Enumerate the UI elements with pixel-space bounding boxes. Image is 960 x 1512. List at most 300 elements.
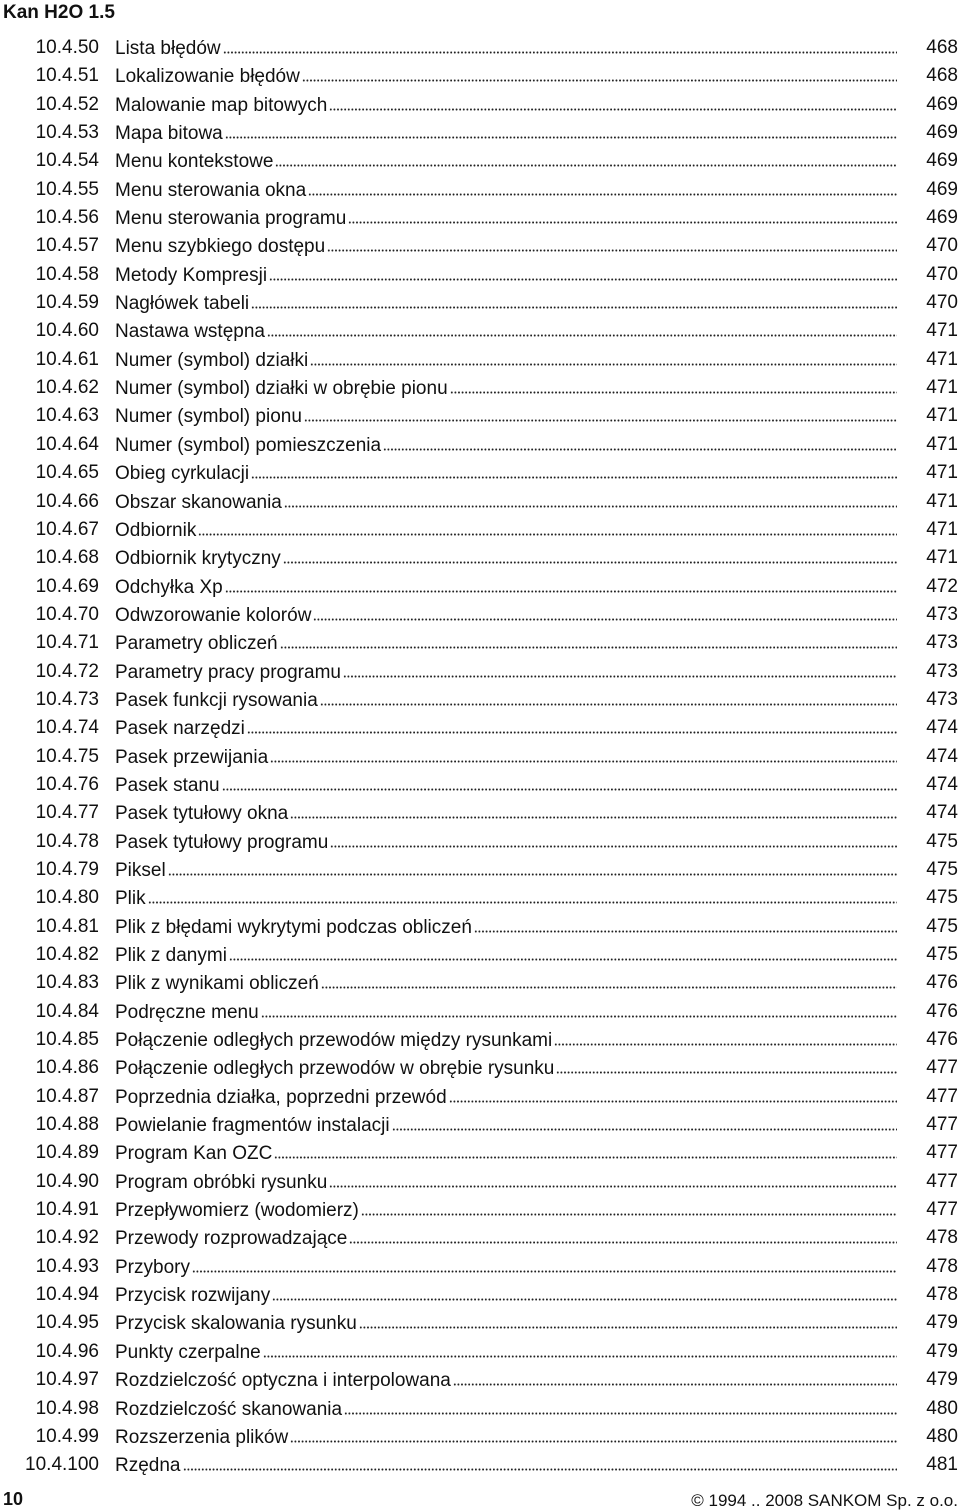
toc-entry-number: 10.4.97 [35,1369,99,1391]
toc-entry[interactable] [0,232,960,260]
dot-leader [272,1281,897,1301]
toc-entry-title: Przycisk rozwijany [115,1282,270,1309]
toc-entry-title-with-leader [115,828,897,856]
toc-entry[interactable] [0,799,960,827]
toc-entry-page: 474 [926,717,958,739]
toc-entry-title: Przepływomierz (wodomierz) [115,1197,359,1224]
toc-entry-title-with-leader [115,289,897,317]
toc-entry-title: Przewody rozprowadzające [115,1225,347,1252]
dot-leader [261,998,897,1018]
toc-entry-number: 10.4.96 [35,1340,99,1362]
toc-entry-title-with-leader [115,601,897,629]
toc-entry[interactable] [0,884,960,912]
toc-entry-page: 469 [926,93,958,115]
toc-entry[interactable] [0,1253,960,1281]
dot-leader [329,91,897,111]
toc-entry-title-with-leader [115,1451,897,1479]
dot-leader [329,1168,897,1188]
toc-entry[interactable] [0,488,960,516]
toc-entry-title: Plik z danymi [115,942,227,969]
dot-leader [284,488,897,508]
toc-entry-title: Odwzorowanie kolorów [115,602,311,629]
toc-entry-page: 477 [926,1085,958,1107]
toc-entry-number: 10.4.61 [35,348,99,370]
dot-leader [361,1196,897,1216]
toc-entry-title-with-leader [115,516,897,544]
dot-leader [450,374,897,394]
toc-entry-number: 10.4.54 [35,150,99,172]
dot-leader [263,1338,897,1358]
toc-entry-title-with-leader [115,771,897,799]
toc-entry-title: Nagłówek tabeli [115,290,249,317]
toc-entry[interactable] [0,658,960,686]
toc-entry-page: 471 [926,348,958,370]
toc-entry-number: 10.4.63 [35,405,99,427]
toc-entry-number: 10.4.73 [35,688,99,710]
toc-entry-title-with-leader [115,1168,897,1196]
dot-leader [223,34,897,54]
toc-entry-number: 10.4.91 [35,1199,99,1221]
toc-entry-page: 475 [926,915,958,937]
toc-entry[interactable] [0,714,960,742]
document-header-title: Kan H2O 1.5 [3,2,115,23]
toc-entry-title: Pasek narzędzi [115,715,245,742]
toc-entry-page: 473 [926,603,958,625]
toc-entry-page: 480 [926,1397,958,1419]
toc-entry-page: 468 [926,37,958,58]
toc-entry-title: Mapa bitowa [115,120,223,147]
dot-leader [313,601,897,621]
toc-entry-number: 10.4.66 [35,490,99,512]
toc-entry[interactable] [0,856,960,884]
toc-entry-number: 10.4.92 [35,1227,99,1249]
toc-entry-number: 10.4.83 [35,972,99,994]
toc-entry[interactable] [0,1054,960,1082]
toc-entry-page: 477 [926,1199,958,1221]
toc-entry[interactable] [0,771,960,799]
dot-leader [168,856,897,876]
dot-leader [327,232,897,252]
toc-entry-title-with-leader [115,1083,897,1111]
dot-leader [308,176,897,196]
dot-leader [192,1253,897,1273]
toc-entry-title: Lista błędów [115,35,221,62]
toc-entry-number: 10.4.87 [35,1085,99,1107]
toc-entry-title-with-leader [115,402,897,430]
toc-entry-number: 10.4.72 [35,660,99,682]
toc-entry-page: 472 [926,575,958,597]
toc-entry-title-with-leader [115,1338,897,1366]
toc-entry[interactable] [0,1196,960,1224]
toc-entry[interactable] [0,1395,960,1423]
toc-entry[interactable] [0,1366,960,1394]
dot-leader [290,799,897,819]
dot-leader [310,346,897,366]
toc-entry-title-with-leader [115,941,897,969]
toc-entry-title: Parametry pracy programu [115,659,341,686]
toc-entry-title: Numer (symbol) działki [115,347,308,374]
toc-entry-title: Plik [115,885,146,912]
toc-entry-page: 473 [926,688,958,710]
toc-entry-title-with-leader [115,232,897,260]
toc-entry-number: 10.4.79 [35,858,99,880]
toc-entry-number: 10.4.78 [35,830,99,852]
toc-entry-page: 471 [926,462,958,484]
toc-entry-title: Numer (symbol) pionu [115,403,302,430]
toc-entry-title-with-leader [115,317,897,345]
toc-entry-title-with-leader [115,856,897,884]
toc-entry-page: 474 [926,773,958,795]
toc-entry-page: 473 [926,660,958,682]
toc-entry-number: 10.4.94 [35,1284,99,1306]
dot-leader [148,884,897,904]
toc-entry-title: Numer (symbol) pomieszczenia [115,432,381,459]
toc-entry[interactable] [0,601,960,629]
toc-entry-number: 10.4.90 [35,1170,99,1192]
toc-entry-page: 471 [926,377,958,399]
toc-entry-title-with-leader [115,1309,897,1337]
dot-leader [302,62,897,82]
toc-entry-page: 470 [926,292,958,314]
toc-entry[interactable] [0,34,960,62]
toc-entry-title-with-leader [115,573,897,601]
dot-leader [321,969,897,989]
toc-entry-title: Pasek stanu [115,772,220,799]
toc-entry-title: Odbiornik krytyczny [115,545,281,572]
toc-entry-title-with-leader [115,62,897,90]
dot-leader [304,402,897,422]
toc-entry-number: 10.4.88 [35,1114,99,1136]
dot-leader [383,431,897,451]
toc-entry-number: 10.4.81 [35,915,99,937]
toc-entry[interactable] [0,1309,960,1337]
toc-entry-title-with-leader [115,374,897,402]
toc-entry-page: 469 [926,122,958,144]
toc-entry-title-with-leader [115,147,897,175]
toc-entry[interactable] [0,544,960,572]
toc-entry-title: Piksel [115,857,166,884]
toc-entry-title: Parametry obliczeń [115,630,278,657]
toc-entry-page: 476 [926,1000,958,1022]
toc-entry-title-with-leader [115,431,897,459]
toc-entry[interactable] [0,91,960,119]
dot-leader [229,941,897,961]
dot-leader [247,714,897,734]
toc-entry-page: 477 [926,1170,958,1192]
toc-entry[interactable] [0,686,960,714]
toc-entry-title-with-leader [115,1111,897,1139]
dot-leader [222,771,897,791]
toc-entry-page: 471 [926,320,958,342]
toc-entry-title-with-leader [115,1253,897,1281]
toc-entry[interactable] [0,913,960,941]
dot-leader [274,1139,897,1159]
toc-entry-title-with-leader [115,1224,897,1252]
toc-entry[interactable] [0,743,960,771]
toc-entry-number: 10.4.69 [35,575,99,597]
toc-entry-title: Odbiornik [115,517,196,544]
toc-entry-title-with-leader [115,884,897,912]
toc-entry[interactable] [0,969,960,997]
toc-entry-title: Podręczne menu [115,999,259,1026]
toc-entry-title: Pasek tytułowy programu [115,829,328,856]
toc-entry[interactable] [0,828,960,856]
toc-entry-page: 469 [926,207,958,229]
toc-entry-number: 10.4.62 [35,377,99,399]
toc-entry-number: 10.4.70 [35,603,99,625]
toc-entry-number: 10.4.58 [35,263,99,285]
toc-entry-page: 470 [926,235,958,257]
toc-entry-title: Pasek tytułowy okna [115,800,288,827]
toc-entry-page: 478 [926,1227,958,1249]
toc-entry-title: Połączenie odległych przewodów w obrębie rysunku [115,1055,554,1082]
toc-entry-title-with-leader [115,629,897,657]
toc-entry-title-with-leader [115,204,897,232]
toc-entry-number: 10.4.56 [35,207,99,229]
toc-entry-page: 475 [926,830,958,852]
toc-entry-title-with-leader [115,34,897,62]
toc-entry-title: Numer (symbol) działki w obrębie pionu [115,375,448,402]
toc-entry[interactable] [0,941,960,969]
toc-entry-title-with-leader [115,998,897,1026]
toc-entry[interactable] [0,1139,960,1167]
toc-entry-title: Menu szybkiego dostępu [115,233,325,260]
toc-entry-number: 10.4.55 [35,178,99,200]
toc-entry-page: 468 [926,65,958,87]
toc-entry[interactable] [0,402,960,430]
toc-entry-title: Nastawa wstępna [115,318,265,345]
toc-entry-title-with-leader [115,714,897,742]
toc-entry[interactable] [0,1083,960,1111]
dot-leader [349,1224,897,1244]
toc-entry-title-with-leader [115,1196,897,1224]
toc-entry-title: Obszar skanowania [115,489,282,516]
toc-entry-title-with-leader [115,1281,897,1309]
toc-entry-number: 10.4.98 [35,1397,99,1419]
dot-leader [474,913,897,933]
dot-leader [225,119,897,139]
toc-entry-title-with-leader [115,743,897,771]
toc-entry[interactable] [0,573,960,601]
toc-entry-title: Plik z błędami wykrytymi podczas obliczeń [115,914,472,941]
toc-entry-page: 481 [926,1454,958,1476]
footer-copyright: © 1994 .. 2008 SANKOM Sp. z o.o. [691,1491,958,1510]
toc-entry[interactable] [0,261,960,289]
toc-entry-title-with-leader [115,488,897,516]
toc-entry[interactable] [0,147,960,175]
toc-entry-title: Plik z wynikami obliczeń [115,970,319,997]
dot-leader [270,743,897,763]
toc-entry-page: 471 [926,405,958,427]
toc-entry[interactable] [0,119,960,147]
dot-leader [251,459,897,479]
toc-entry-page: 479 [926,1369,958,1391]
toc-entry-number: 10.4.60 [35,320,99,342]
toc-entry-number: 10.4.89 [35,1142,99,1164]
toc-entry-number: 10.4.71 [35,632,99,654]
toc-entry-title-with-leader [115,91,897,119]
toc-entry-number: 10.4.80 [35,887,99,909]
toc-entry-number: 10.4.50 [35,37,99,58]
toc-entry-title: Program Kan OZC [115,1140,272,1167]
toc-entry-page: 475 [926,887,958,909]
dot-leader [359,1309,897,1329]
toc-entry-number: 10.4.99 [35,1425,99,1447]
dot-leader [280,629,897,649]
toc-entry[interactable] [0,176,960,204]
toc-entry-title: Menu sterowania okna [115,177,306,204]
toc-entry[interactable] [0,289,960,317]
toc-entry-page: 471 [926,547,958,569]
toc-entry-number: 10.4.86 [35,1057,99,1079]
toc-entry[interactable] [0,998,960,1026]
toc-entry-title: Poprzednia działka, poprzedni przewód [115,1084,447,1111]
dot-leader [556,1054,897,1074]
toc-entry-title-with-leader [115,658,897,686]
dot-leader [330,828,897,848]
toc-entry-page: 477 [926,1142,958,1164]
toc-entry-number: 10.4.52 [35,93,99,115]
toc-entry-title-with-leader [115,913,897,941]
toc-entry-number: 10.4.67 [35,518,99,540]
toc-entry-title-with-leader [115,544,897,572]
dot-leader [267,317,897,337]
toc-entry[interactable] [0,62,960,90]
toc-entry-page: 476 [926,1029,958,1051]
toc-entry-title: Przycisk skalowania rysunku [115,1310,357,1337]
toc-entry-title-with-leader [115,1139,897,1167]
toc-entry-title: Pasek przewijania [115,744,268,771]
dot-leader [183,1451,898,1471]
dot-leader [392,1111,897,1131]
toc-entry-number: 10.4.59 [35,292,99,314]
toc-entry[interactable] [0,1224,960,1252]
toc-entry-title-with-leader [115,346,897,374]
toc-entry-title: Połączenie odległych przewodów między rysunkami [115,1027,552,1054]
toc-entry-number: 10.4.85 [35,1029,99,1051]
toc-entry-title: Obieg cyrkulacji [115,460,249,487]
toc-entry-title: Odchyłka Xp [115,574,223,601]
toc-entry-title: Rozdzielczość skanowania [115,1396,342,1423]
toc-entry-title-with-leader [115,176,897,204]
dot-leader [275,147,897,167]
toc-entry-title: Powielanie fragmentów instalacji [115,1112,390,1139]
toc-entry-page: 471 [926,518,958,540]
toc-entry[interactable] [0,516,960,544]
toc-entry[interactable] [0,1423,960,1451]
toc-entry-page: 469 [926,150,958,172]
toc-entry-title: Rozdzielczość optyczna i interpolowana [115,1367,451,1394]
toc-entry-title: Program obróbki rysunku [115,1169,327,1196]
toc-entry-title: Pasek funkcji rysowania [115,687,318,714]
toc-entry-number: 10.4.95 [35,1312,99,1334]
toc-entry-title: Menu kontekstowe [115,148,273,175]
dot-leader [554,1026,897,1046]
toc-entry[interactable] [0,431,960,459]
toc-entry[interactable] [0,317,960,345]
toc-entry-title: Metody Kompresji [115,262,267,289]
toc-entry-title: Punkty czerpalne [115,1339,261,1366]
dot-leader [344,1395,897,1415]
toc-entry-page: 480 [926,1425,958,1447]
toc-entry-title: Menu sterowania programu [115,205,346,232]
toc-entry[interactable] [0,374,960,402]
dot-leader [449,1083,897,1103]
toc-entry-title-with-leader [115,1395,897,1423]
toc-entry-page: 474 [926,745,958,767]
dot-leader [283,544,897,564]
toc-entry[interactable] [0,629,960,657]
toc-entry-page: 475 [926,858,958,880]
toc-entry-page: 471 [926,433,958,455]
toc-entry-title-with-leader [115,1366,897,1394]
toc-entry-number: 10.4.84 [35,1000,99,1022]
toc-entry[interactable] [0,1026,960,1054]
dot-leader [225,573,897,593]
toc-entry-page: 473 [926,632,958,654]
toc-entry[interactable] [0,204,960,232]
toc-entry-page: 471 [926,490,958,512]
toc-entry-page: 475 [926,944,958,965]
footer-page-number: 10 [3,1489,24,1509]
toc-entry-title: Lokalizowanie błędów [115,63,300,90]
toc-entry-title-with-leader [115,799,897,827]
toc-entry-number: 10.4.82 [35,944,99,965]
table-of-contents [0,34,960,1480]
toc-entry-page: 469 [926,178,958,200]
toc-entry-number: 10.4.57 [35,235,99,257]
toc-entry-title: Rozszerzenia plików [115,1424,288,1451]
toc-entry-page: 479 [926,1340,958,1362]
toc-entry-title: Przybory [115,1254,190,1281]
toc-entry-title-with-leader [115,969,897,997]
toc-entry-page: 479 [926,1312,958,1334]
dot-leader [320,686,897,706]
toc-entry-number: 10.4.100 [25,1454,99,1476]
toc-entry-page: 477 [926,1057,958,1079]
toc-entry-number: 10.4.65 [35,462,99,484]
dot-leader [251,289,897,309]
toc-entry[interactable] [0,1111,960,1139]
toc-entry[interactable] [0,1281,960,1309]
toc-entry[interactable] [0,346,960,374]
toc-entry-page: 477 [926,1114,958,1136]
toc-entry[interactable] [0,1168,960,1196]
toc-entry-page: 470 [926,263,958,285]
toc-entry-number: 10.4.93 [35,1255,99,1277]
toc-entry-page: 474 [926,802,958,824]
dot-leader [290,1423,897,1443]
toc-entry[interactable] [0,1338,960,1366]
dot-leader [343,658,897,678]
toc-entry-title: Malowanie map bitowych [115,92,327,119]
toc-entry-number: 10.4.75 [35,745,99,767]
toc-entry-title-with-leader [115,119,897,147]
dot-leader [269,261,897,281]
toc-entry-title-with-leader [115,686,897,714]
toc-entry-number: 10.4.53 [35,122,99,144]
toc-entry[interactable] [0,1451,960,1479]
toc-entry-title-with-leader [115,459,897,487]
dot-leader [348,204,897,224]
toc-entry-page: 478 [926,1255,958,1277]
toc-entry-number: 10.4.74 [35,717,99,739]
toc-entry[interactable] [0,459,960,487]
toc-entry-number: 10.4.76 [35,773,99,795]
toc-entry-title-with-leader [115,1054,897,1082]
dot-leader [198,516,897,536]
toc-entry-title-with-leader [115,1026,897,1054]
